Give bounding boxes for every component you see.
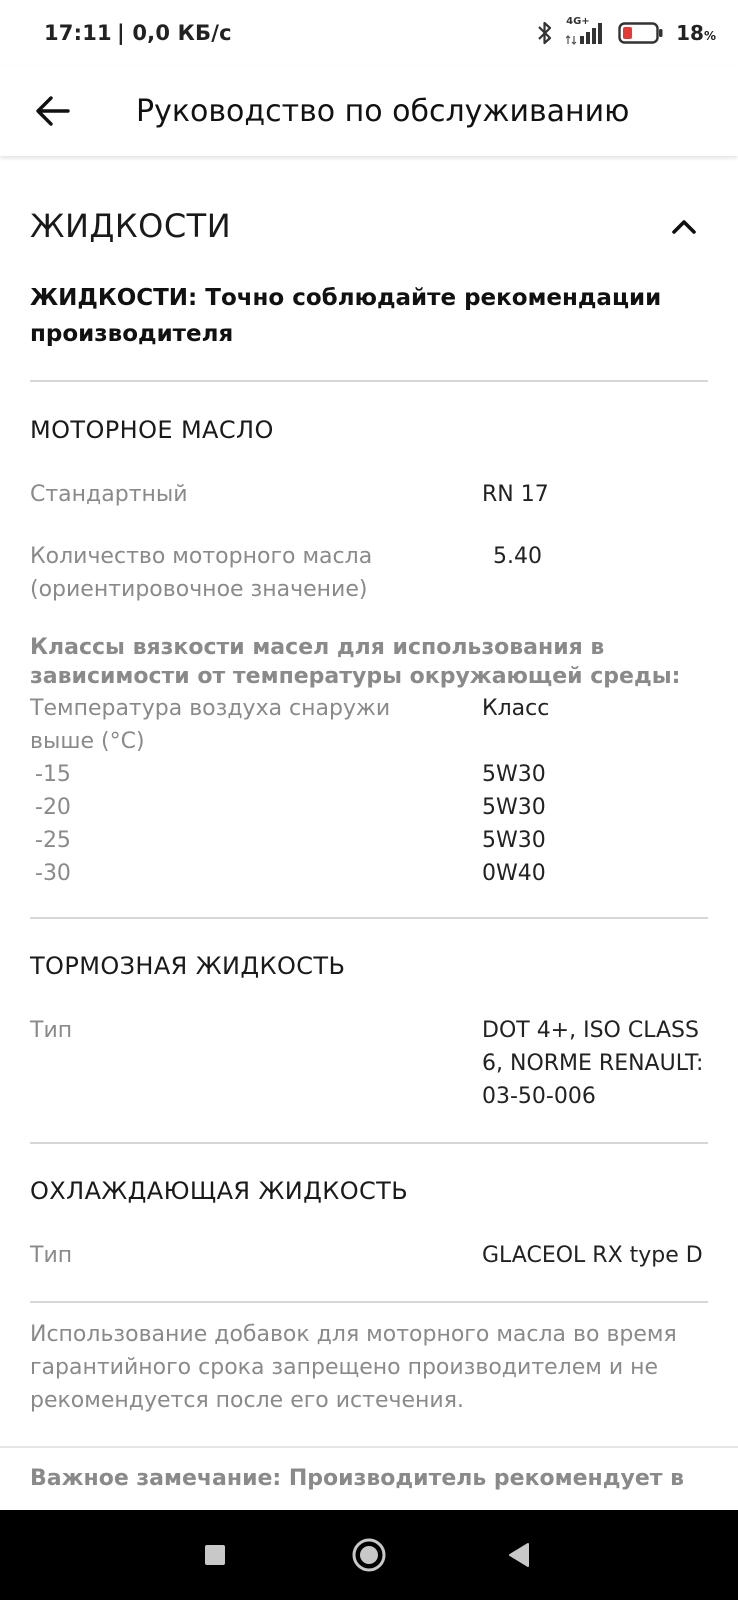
important-note: Важное замечание: Производитель рекомендует в [30,1466,685,1491]
battery-icon [618,21,664,45]
table-row-class: 0W40 [482,861,546,886]
app-bar [0,66,738,156]
status-time: 17:11 [44,21,112,45]
square-recents-icon [203,1543,227,1567]
bluetooth-icon [536,20,554,46]
page-title: Руководство по обслуживанию [136,93,630,129]
brake-fluid-type-value: DOT 4+, ISO CLASS 6, NORME RENAULT: 03-50-006 [482,1018,704,1109]
oil-quantity-label: Количество моторного масла (ориентировочное значение) [30,544,373,602]
battery-percent [676,21,716,45]
divider [30,1301,708,1303]
temp-column-header: Температура воздуха снаружи выше (°C) [30,696,391,754]
system-nav-bar [0,1510,738,1600]
section-title: ЖИДКОСТИ [30,207,232,245]
coolant-type-value: GLACEOL RX type D [482,1243,703,1268]
divider [0,1446,738,1448]
brake-fluid-title: ТОРМОЗНАЯ ЖИДКОСТЬ [30,952,346,980]
recents-button[interactable] [170,1510,260,1600]
arrow-left-icon [35,95,71,127]
table-row-class: 5W30 [482,828,546,853]
class-column-header: Класс [482,696,550,721]
table-row-temp: -20 [35,795,71,820]
brake-fluid-type-label: Тип [30,1018,73,1043]
status-left [44,21,232,45]
triangle-back-icon [506,1541,532,1569]
table-row-temp: -25 [35,828,71,853]
standard-label: Стандартный [30,482,188,507]
oil-quantity-value: 5.40 [493,544,542,569]
signal-icon [566,16,606,46]
divider [30,380,708,382]
table-row-class: 5W30 [482,762,546,787]
viscosity-note: Классы вязкости масел для использования в зависимости от температуры окружающей среды: [30,635,681,689]
nav-back-button[interactable] [474,1510,564,1600]
engine-oil-title: МОТОРНОЕ МАСЛО [30,416,274,444]
chevron-up-icon[interactable] [670,216,698,236]
divider [30,917,708,919]
coolant-title: ОХЛАЖДАЮЩАЯ ЖИДКОСТЬ [30,1177,409,1205]
back-button[interactable] [26,84,80,138]
status-bar [0,0,738,66]
table-row-temp: -30 [35,861,71,886]
manual-content[interactable] [0,156,738,1510]
status-icons [536,16,716,46]
network-speed: | 0,0 КБ/с [116,21,232,45]
battery-percent-unit: % [703,29,716,43]
circle-home-icon [351,1537,387,1573]
table-row-class: 5W30 [482,795,546,820]
section-subtitle: ЖИДКОСТИ: Точно соблюдайте рекомендации производителя [30,285,662,347]
divider [30,1142,708,1144]
home-button[interactable] [324,1510,414,1600]
additives-note: Использование добавок для моторного масла во время гарантийного срока запрещено производителем и не рекомендуется после его истечения. [30,1322,677,1413]
fluids-section-header[interactable] [30,196,708,256]
network-type-label: 4G+ [566,16,590,27]
coolant-type-label: Тип [30,1243,73,1268]
table-row-temp: -15 [35,762,71,787]
battery-percent-value: 18 [676,21,704,45]
standard-value: RN 17 [482,482,549,507]
